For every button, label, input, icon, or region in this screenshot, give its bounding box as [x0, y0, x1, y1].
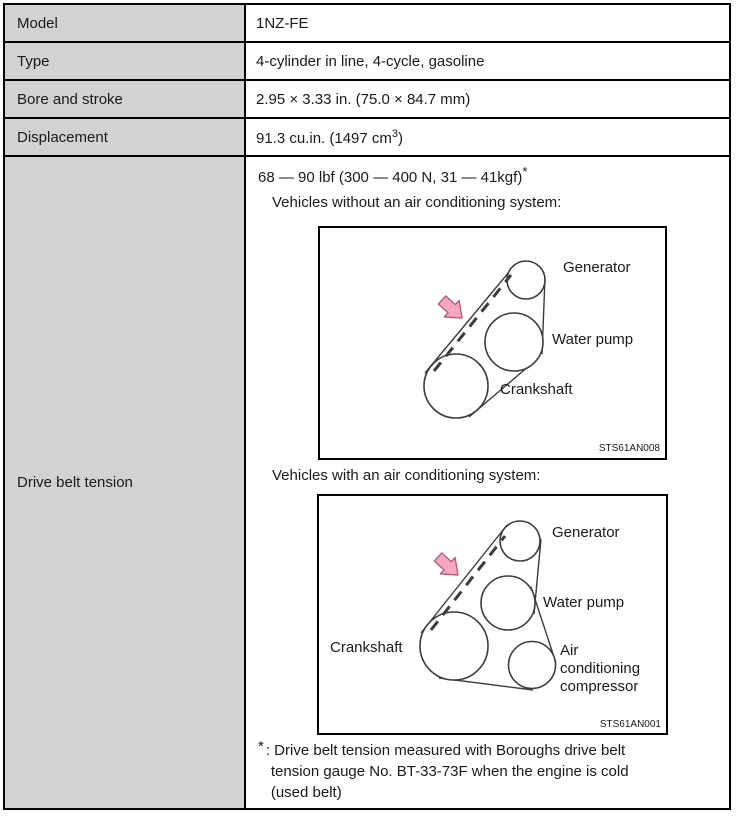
- footnote-line: (used belt): [270, 784, 342, 801]
- belt-diagram-with-ac-svg: [319, 496, 666, 733]
- spec-row-bore-stroke: [5, 81, 729, 119]
- ac-compressor-pulley: [509, 642, 556, 689]
- heading-without-ac: Vehicles without an air conditioning system:: [272, 194, 562, 211]
- engine-spec-table: [3, 3, 731, 810]
- row-label-bore-stroke: Bore and stroke: [5, 81, 246, 117]
- belt-tension-arrow-icon: [435, 292, 470, 326]
- ac-compressor-label: compressor: [560, 678, 639, 695]
- spec-row-drive-belt-tension: [5, 157, 729, 808]
- displacement-value: 91.3 cu.in. (1497 $cm^3$): [256, 127, 404, 147]
- water-pump-label: Water pump: [552, 331, 634, 348]
- generator-label: Generator: [552, 524, 620, 541]
- water-pump-pulley: [485, 313, 543, 371]
- generator-label: Generator: [563, 259, 631, 276]
- model-value: 1NZ-FE: [256, 14, 309, 32]
- type-value: 4-cylinder in line, 4-cycle, gasoline: [256, 52, 485, 70]
- row-label-drive-belt-tension: Drive belt tension: [5, 157, 246, 808]
- water-pump-label: Water pump: [543, 594, 625, 611]
- figure-code: STS61AN008: [598, 443, 660, 454]
- spec-row-model: [5, 5, 729, 43]
- row-label-model: Model: [5, 5, 246, 41]
- crankshaft-pulley: [424, 354, 488, 418]
- displacement-superscript: 3: [391, 127, 399, 140]
- row-value-model: [246, 5, 729, 41]
- belt-tension-spec: 68 — 90 lbf (300 — 400 N, 31 — 41kgf)*: [258, 164, 528, 186]
- belt-tension-arrow-icon: [431, 549, 466, 583]
- heading-with-ac: Vehicles with an air conditioning system:: [272, 467, 541, 484]
- footnote-asterisk: *: [258, 738, 264, 755]
- spec-row-type: [5, 43, 729, 81]
- crankshaft-label: Crankshaft: [330, 639, 403, 656]
- spec-asterisk: *: [522, 164, 528, 179]
- figure-code: STS61AN001: [599, 719, 661, 730]
- row-label-displacement: Displacement: [5, 119, 246, 155]
- footnote-line: : Drive belt tension measured with Boroughs drive belt: [265, 742, 626, 759]
- row-value-displacement: [246, 119, 729, 155]
- diagram-without-ac: [318, 226, 667, 460]
- belt-diagram-no-ac-svg: [320, 228, 665, 458]
- row-value-drive-belt-tension: [246, 157, 729, 808]
- crankshaft-label: Crankshaft: [500, 381, 573, 398]
- footnote-line: tension gauge No. BT-33-73F when the engine is cold: [270, 763, 629, 780]
- generator-pulley: [507, 261, 545, 299]
- generator-pulley: [500, 521, 540, 561]
- ac-compressor-label: conditioning: [560, 660, 641, 677]
- bore-stroke-value: 2.95 × 3.33 in. (75.0 × 84.7 mm): [256, 90, 471, 108]
- belt-tension-footnote: [258, 740, 729, 803]
- ac-compressor-label: Air: [560, 642, 579, 659]
- row-label-type: Type: [5, 43, 246, 79]
- spec-row-displacement: [5, 119, 729, 157]
- water-pump-pulley: [481, 576, 535, 630]
- crankshaft-pulley: [420, 612, 488, 680]
- row-value-bore-stroke: [246, 81, 729, 117]
- row-value-type: [246, 43, 729, 79]
- diagram-with-ac: [317, 494, 668, 735]
